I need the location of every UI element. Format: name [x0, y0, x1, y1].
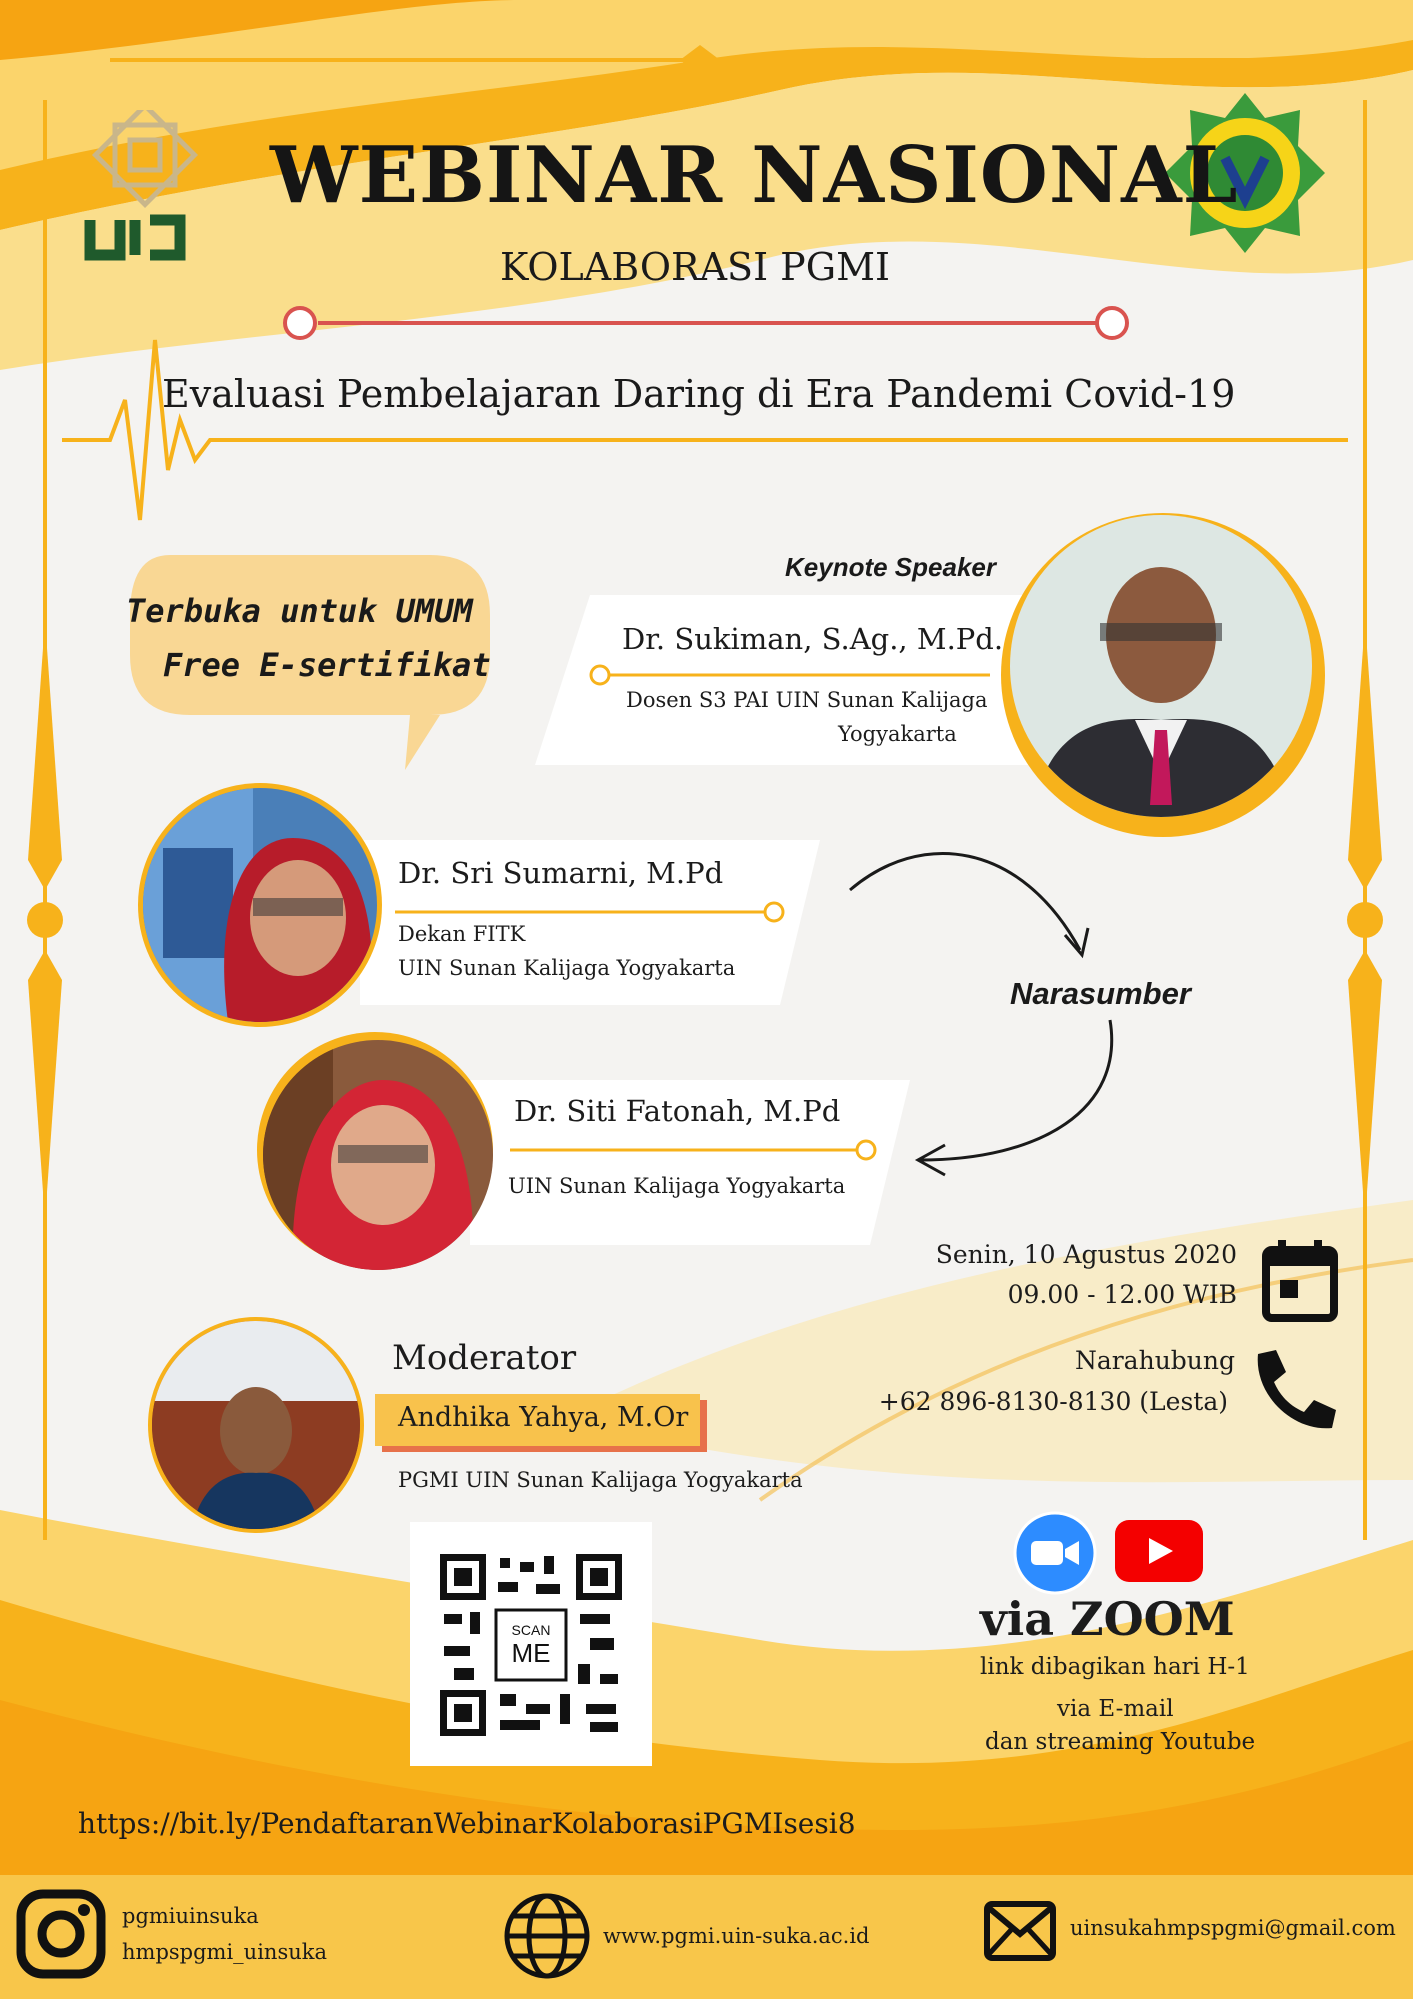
bubble-open-public: Terbuka untuk UMUM [126, 592, 473, 630]
keynote-affiliation-2: Yogyakarta [838, 722, 957, 746]
calendar-icon [1262, 1238, 1338, 1322]
keynote-affiliation-1: Dosen S3 PAI UIN Sunan Kalijaga [626, 688, 988, 712]
email-link[interactable]: uinsukahmpspgmi@gmail.com [1070, 1916, 1396, 1940]
speaker-1-affiliation-2: UIN Sunan Kalijaga Yogyakarta [398, 956, 736, 980]
speaker-1-photo [143, 788, 377, 1022]
zoom-icon [1013, 1511, 1097, 1595]
qr-scan-label: SCAN [511, 1622, 551, 1638]
email-icon [983, 1900, 1057, 1962]
contact-phone[interactable]: +62 896-8130-8130 (Lesta) [878, 1387, 1228, 1416]
uin-logo [80, 110, 220, 270]
moderator-affiliation: PGMI UIN Sunan Kalijaga Yogyakarta [398, 1468, 803, 1492]
keynote-photo [1010, 515, 1312, 817]
speaker-1-avatar-icon [143, 788, 377, 1022]
contact-label: Narahubung [1074, 1346, 1235, 1375]
keynote-avatar-icon [1010, 515, 1312, 817]
keynote-name: Dr. Sukiman, S.Ag., M.Pd. [622, 622, 1004, 656]
qr-me-label: ME [511, 1638, 551, 1668]
moderator-photo [152, 1321, 360, 1529]
speaker-2-name: Dr. Siti Fatonah, M.Pd [514, 1094, 841, 1128]
narasumber-label: Narasumber [1010, 976, 1191, 1011]
instagram-icon [15, 1888, 107, 1980]
moderator-name: Andhika Yahya, M.Or [398, 1402, 689, 1433]
speaker-2-affiliation: UIN Sunan Kalijaga Yogyakarta [508, 1174, 846, 1198]
platform-line-3: dan streaming Youtube [985, 1729, 1256, 1755]
webinar-topic: Evaluasi Pembelajaran Daring di Era Pandemi Covid-19 [162, 372, 1236, 416]
platform-line-2: via E-mail [1057, 1696, 1174, 1722]
speaker-1-name: Dr. Sri Sumarni, M.Pd [398, 856, 724, 890]
instagram-account-1[interactable]: pgmiuinsuka [122, 1904, 259, 1928]
keynote-label: Keynote Speaker [785, 552, 996, 582]
speaker-2-avatar-icon [263, 1040, 493, 1270]
globe-icon [503, 1892, 591, 1980]
speaker-2-photo [263, 1040, 493, 1270]
youtube-icon [1115, 1520, 1203, 1582]
platform-title: via ZOOM [980, 1592, 1235, 1646]
instagram-account-2[interactable]: hmpspgmi_uinsuka [122, 1940, 327, 1964]
platform-line-1: link dibagikan hari H-1 [980, 1654, 1250, 1680]
page-title: WEBINAR NASIONAL [270, 130, 1239, 221]
event-time: 09.00 - 12.00 WIB [1007, 1280, 1237, 1309]
moderator-avatar-icon [152, 1321, 360, 1529]
page-subtitle: KOLABORASI PGMI [500, 245, 891, 289]
phone-icon [1248, 1346, 1340, 1436]
registration-link[interactable]: https://bit.ly/PendaftaranWebinarKolaborasiPGMIsesi8 [78, 1807, 856, 1840]
website-link[interactable]: www.pgmi.uin-suka.ac.id [603, 1924, 870, 1948]
bubble-free-certificate: Free E-sertifikat [163, 646, 491, 684]
event-date: Senin, 10 Agustus 2020 [935, 1240, 1237, 1269]
moderator-label: Moderator [392, 1338, 577, 1378]
speaker-1-affiliation-1: Dekan FITK [398, 922, 526, 946]
